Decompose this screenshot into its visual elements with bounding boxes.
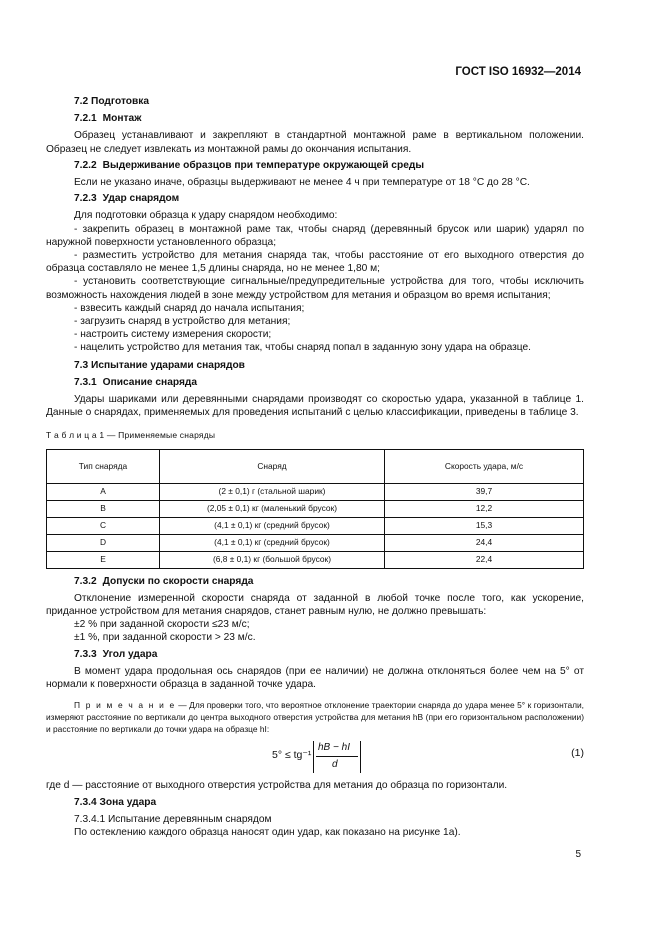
tolerance-1: ±2 % при заданной скорости ≤23 м/с; (74, 619, 250, 631)
list-item: - разместить устройство для метания снаряда так, чтобы расстояние от его выходного отверстия до образца составляло не менее 1,5 длины снаряда, но не менее 1,80 м; (46, 250, 584, 275)
page-content (46, 95, 584, 839)
document-header: ГОСТ ISO 16932—2014 (455, 66, 581, 78)
section-title: Угол удара (102, 648, 158, 660)
column-header: Тип снаряда (47, 449, 160, 483)
table-cell: (2,05 ± 0,1) кг (маленький брусок) (160, 500, 385, 517)
section-number: 7.2.2 (74, 159, 97, 171)
section-number: 7.2.3 (74, 193, 97, 205)
table-row (47, 534, 584, 551)
section-7-3-3-heading (74, 648, 584, 661)
note-label: П р и м е ч а н и е (74, 700, 176, 711)
section-7-3-2-text: Отклонение измеренной скорости снаряда от заданной в любой точке после того, как ускорение, приданное устройством для метания снарядов, станет равным нулю, не должно превышать: (46, 592, 584, 618)
formula-right-bracket (360, 741, 361, 773)
equation-number: (1) (571, 747, 584, 760)
section-title: Выдерживание образцов при температуре окружающей среды (102, 159, 425, 171)
section-7-3-1-heading (74, 376, 584, 389)
column-header: Снаряд (160, 449, 385, 483)
list-item: - настроить систему измерения скорости; (74, 329, 272, 341)
table-cell: (2 ± 0,1) г (стальной шарик) (160, 483, 385, 500)
formula-lhs: 5° ≤ tg⁻¹ (272, 749, 312, 762)
table-row (47, 551, 584, 568)
table-cell: D (47, 534, 160, 551)
formula-denominator: d (332, 759, 338, 771)
section-7-3-4-1-text: По остеклению каждого образца наносят один удар, как показано на рисунке 1а). (74, 826, 461, 838)
page-number: 5 (575, 849, 581, 860)
list-item: - закрепить образец в монтажной раме так, чтобы снаряд (деревянный брусок или шарик) ударял по наружной поверхности установленного образца; (46, 223, 584, 248)
section-7-3-3-text: В момент удара продольная ось снарядов (при ее наличии) не должна отклоняться более чем на 5° от нормали к поверхности образца в заданной точке удара. (46, 665, 584, 691)
table-cell: 12,2 (385, 500, 584, 517)
table-row (47, 500, 584, 517)
table-cell: (4,1 ± 0,1) кг (средний брусок) (160, 534, 385, 551)
section-7-3-1-text: Удары шариками или деревянными снарядами производят со скоростью удара, указанной в таблице 1. Данные о снарядах, применяемых для проведения испытаний с целью классификации, приведены в таблице 3. (46, 394, 584, 419)
table-cell: 39,7 (385, 483, 584, 500)
section-7-2-3-heading (74, 192, 584, 205)
section-7-2-1-heading (74, 112, 584, 125)
table-cell: (4,1 ± 0,1) кг (средний брусок) (160, 517, 385, 534)
section-7-3-4-1-title: 7.3.4.1 Испытание деревянным снарядом (74, 813, 272, 825)
table-header-row (47, 449, 584, 483)
list-item: - взвесить каждый снаряд до начала испытания; (74, 302, 305, 314)
table-cell: B (47, 500, 160, 517)
section-7-3-title: 7.3 Испытание ударами снарядов (74, 359, 245, 371)
projectiles-table (46, 449, 584, 569)
table-cell: 22,4 (385, 551, 584, 568)
table-cell: E (47, 551, 160, 568)
tolerance-2: ±1 %, при заданной скорости > 23 м/с. (74, 632, 256, 644)
table-cell: A (47, 483, 160, 500)
table-caption-text: — Применяемые снаряды (104, 430, 216, 441)
section-7-2-3-intro: Для подготовки образца к удару снарядом необходимо: (74, 210, 338, 222)
column-header: Скорость удара, м/с (385, 449, 584, 483)
section-number: 7.2.1 (74, 113, 97, 125)
section-title: Монтаж (102, 113, 142, 125)
fraction-line (316, 756, 358, 757)
list-item: - нацелить устройство для метания так, чтобы снаряд попал в заданную зону удара на образце. (74, 342, 532, 354)
section-title: Допуски по скорости снаряда (102, 575, 254, 587)
table-caption-label: Т а б л и ц а 1 (46, 430, 105, 441)
section-number: 7.3.3 (74, 648, 97, 660)
table-cell: C (47, 517, 160, 534)
list-item: - установить соответствующие сигнальные/предупредительные устройства для того, чтобы исключить возможность нахождения людей в зоне между устройством для метания и образцом во время испытания; (46, 276, 584, 301)
section-7-3-2-heading (74, 575, 584, 588)
note (46, 699, 584, 735)
formula-where: где d — расстояние от выходного отверстия устройства для метания до образца по горизонтали. (46, 780, 508, 792)
table-cell: 24,4 (385, 534, 584, 551)
section-number: 7.3.2 (74, 575, 97, 587)
section-number: 7.3.1 (74, 376, 97, 388)
list-item: - загрузить снаряд в устройство для метания; (74, 316, 291, 328)
formula-left-bracket (313, 741, 314, 773)
section-7-2-2-heading (74, 159, 584, 172)
table-cell: 15,3 (385, 517, 584, 534)
formula-1 (46, 739, 584, 779)
section-title: Удар снарядом (102, 193, 180, 205)
section-7-2-1-text: Образец устанавливают и закрепляют в стандартной монтажной раме в вертикальном положении. Образец не следует извлекать из монтажной рамы до окончания испытания. (46, 130, 584, 155)
table-cell: (6,8 ± 0,1) кг (большой брусок) (160, 551, 385, 568)
formula-numerator: hB − hI (318, 742, 350, 754)
note-text: — Для проверки того, что вероятное отклонение траектории снаряда до удара менее 5° к горизонтали, измеряют расстояние по вертикали до центра выходного отверстия устройства для метания hB (при его горизонтальном расположении) и расстояние по вертикали до точки удара на образце hI: (46, 700, 584, 735)
preparation-list (46, 223, 584, 355)
table-row (47, 517, 584, 534)
table-caption (46, 429, 584, 442)
section-7-3-4-title: 7.3.4 Зона удара (74, 796, 157, 808)
section-7-2-title: 7.2 Подготовка (74, 96, 150, 107)
table-row (47, 483, 584, 500)
section-7-2-2-text: Если не указано иначе, образцы выдерживают не менее 4 ч при температуре от 18 °С до 28 °С. (74, 177, 530, 189)
section-title: Описание снаряда (102, 376, 198, 388)
